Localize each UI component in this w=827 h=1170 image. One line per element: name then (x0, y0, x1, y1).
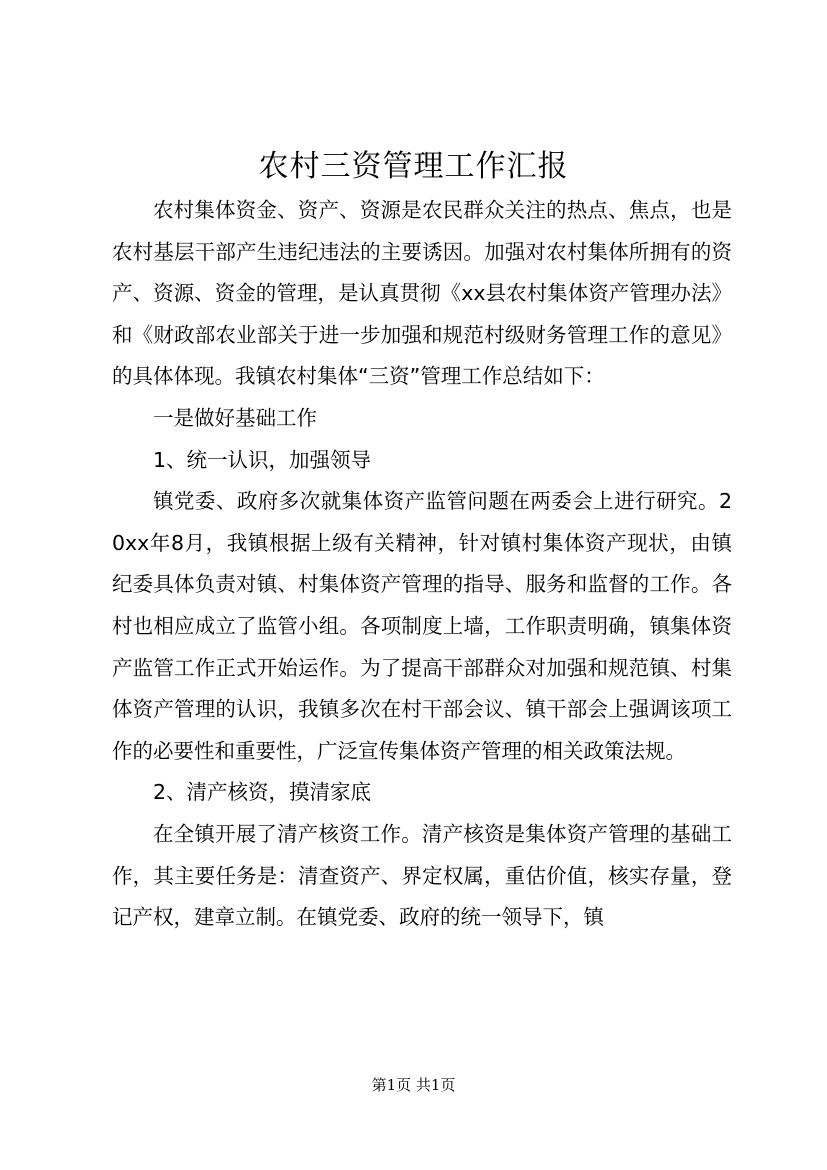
page-footer: 第1页 共1页 (371, 1076, 456, 1094)
paragraph-leadership: 镇党委、政府多次就集体资产监管问题在两委会上进行研究。20xx年8月，我镇根据上级有关精神，针对镇村集体资产现状，由镇纪委具体负责对镇、村集体资产管理的指导、服务和监督的工作。各村也相应成立了监管小组。各项制度上墙，工作职责明确，镇集体资产监管工作正式开始运作。为了提高干部群众对加强和规范镇、村集体资产管理的认识，我镇多次在村干部会议、镇干部会上强调该项工作的必要性和重要性，广泛宣传集体资产管理的相关政策法规。 (112, 489, 732, 763)
subsection-heading-unify-understanding: 1、统一认识，加强领导 (153, 447, 372, 472)
document-body (112, 190, 732, 939)
document-title: 农村三资管理工作汇报 (258, 149, 569, 184)
intro-paragraph: 农村集体资金、资产、资源是农民群众关注的热点、焦点，也是农村基层干部产生违纪违法的主要诱因。加强对农村集体所拥有的资产、资源、资金的管理，是认真贯彻《xx县农村集体资产管理办法》和《财政部农业部关于进一步加强和规范村级财务管理工作的意见》的具体体现。我镇农村集体“三资”管理工作总结如下： (112, 198, 732, 389)
subsection-heading-asset-verification: 2、清产核资，摸清家底 (153, 780, 372, 805)
section-heading-basic-work: 一是做好基础工作 (153, 405, 317, 430)
paragraph-asset-verification: 在全镇开展了清产核资工作。清产核资是集体资产管理的基础工作，其主要任务是：清查资产、界定权属，重估价值，核实存量，登记产权，建章立制。在镇党委、政府的统一领导下，镇 (112, 821, 732, 930)
